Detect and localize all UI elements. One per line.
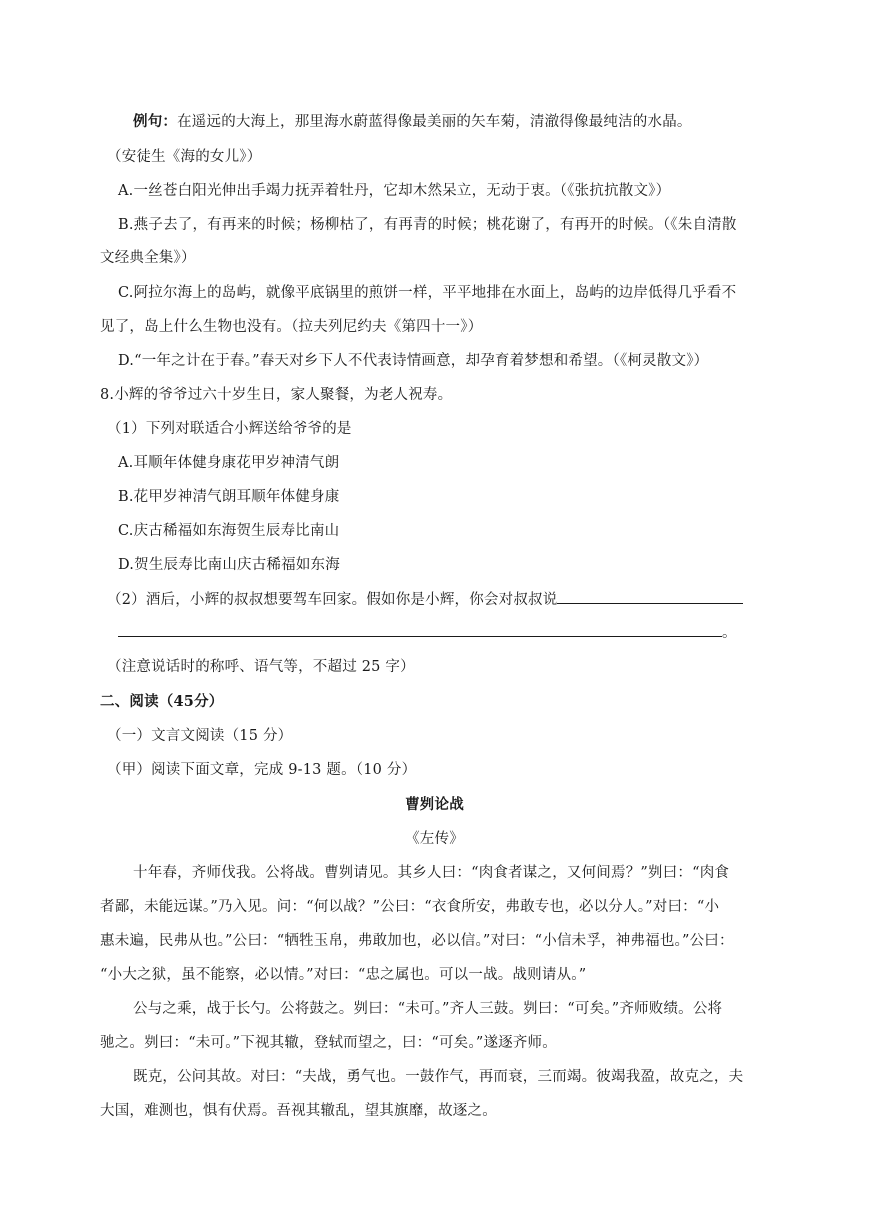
q7-option-c-line1: C.阿拉尔海上的岛屿，就像平底锅里的煎饼一样，平平地排在水面上，岛屿的边岸低得几乎看不	[118, 285, 737, 301]
q8-option-d: D.贺生辰寿比南山庆古稀福如东海	[118, 557, 340, 573]
q8-option-a: A.耳顺年体健身康花甲岁神清气朗	[118, 455, 340, 471]
passage-line: 十年春，齐师伐我。公将战。曹刿请见。其乡人曰：“肉食者谋之，又何间焉？”刿曰：“肉食	[133, 865, 730, 881]
q8-stem: 8.小辉的爷爷过六十岁生日，家人聚餐，为老人祝寿。	[100, 387, 453, 403]
passage-line: 者鄙，未能远谋。”乃入见。问：“何以战？”公曰：“衣食所安，弗敢专也，必以分人。”对曰：“小	[100, 899, 720, 915]
q7-option-b-line1: B.燕子去了，有再来的时候；杨柳枯了，有再青的时候；桃花谢了，有再开的时候。（《朱自清散	[118, 217, 737, 233]
passage-line: 公与之乘，战于长勺。公将鼓之。刿曰：“未可。”齐人三鼓。刿曰：“可矣。”齐师败绩。公将	[133, 1001, 723, 1017]
q8-answer-line-2	[118, 622, 737, 643]
answer-blank-2[interactable]	[118, 622, 722, 637]
q8-sub2	[107, 589, 743, 610]
passage-line: “小大之狱，虽不能察，必以情。”对曰：“忠之属也。可以一战。战则请从。”	[100, 967, 587, 983]
q8-sub2-text: （2）酒后，小辉的叔叔想要驾车回家。假如你是小辉，你会对叔叔说	[107, 592, 558, 608]
example-text: 在遥远的大海上，那里海水蔚蓝得像最美丽的矢车菊，清澈得像最纯洁的水晶。	[177, 114, 692, 130]
answer-period: 。	[722, 625, 737, 641]
q8-option-b: B.花甲岁神清气朗耳顺年体健身康	[118, 489, 340, 505]
passage-line: 大国，难测也，惧有伏焉。吾视其辙乱，望其旗靡，故逐之。	[100, 1103, 497, 1119]
subpart-heading: （甲）阅读下面文章，完成 9-13 题。（10 分）	[107, 762, 417, 778]
part-heading: （一）文言文阅读（15 分）	[107, 728, 293, 744]
example-label: 例句：	[133, 113, 178, 130]
passage-line: 驰之。刿曰：“未可。”下视其辙，登轼而望之，曰：“可矣。”遂逐齐师。	[100, 1035, 557, 1051]
example-sentence	[133, 112, 692, 132]
passage-source: 《左传》	[405, 831, 464, 847]
passage-line: 惠未遍，民弗从也。”公曰：“牺牲玉帛，弗敢加也，必以信。”对曰：“小信未孚，神弗福也。”公曰：	[100, 933, 734, 949]
passage-title: 曹刿论战	[405, 796, 464, 813]
q8-sub1: （1）下列对联适合小辉送给爷爷的是	[107, 421, 352, 437]
q8-note: （注意说话时的称呼、语气等，不超过 25 字）	[107, 659, 415, 675]
passage-line: 既克，公问其故。对曰：“夫战，勇气也。一鼓作气，再而衰，三而竭。彼竭我盈，故克之，夫	[133, 1069, 744, 1085]
q7-option-a: A.一丝苍白阳光伸出手竭力抚弄着牡丹，它却木然呆立，无动于衷。（《张抗抗散文》）	[118, 183, 671, 199]
q8-option-c: C.庆古稀福如东海贺生辰寿比南山	[118, 523, 340, 539]
q7-option-b-line2: 文经典全集》）	[100, 250, 196, 266]
answer-blank-1[interactable]	[557, 589, 743, 604]
q7-option-c-line2: 见了，岛上什么生物也没有。（拉夫列尼约夫《第四十一》）	[100, 319, 483, 335]
example-source: （安徒生《海的女儿》）	[107, 149, 262, 165]
q7-option-d: D.“一年之计在于春。”春天对乡下人不代表诗情画意，却孕育着梦想和希望。（《柯灵散文》）	[118, 353, 709, 369]
section-heading: 二、阅读（45分）	[100, 693, 224, 710]
